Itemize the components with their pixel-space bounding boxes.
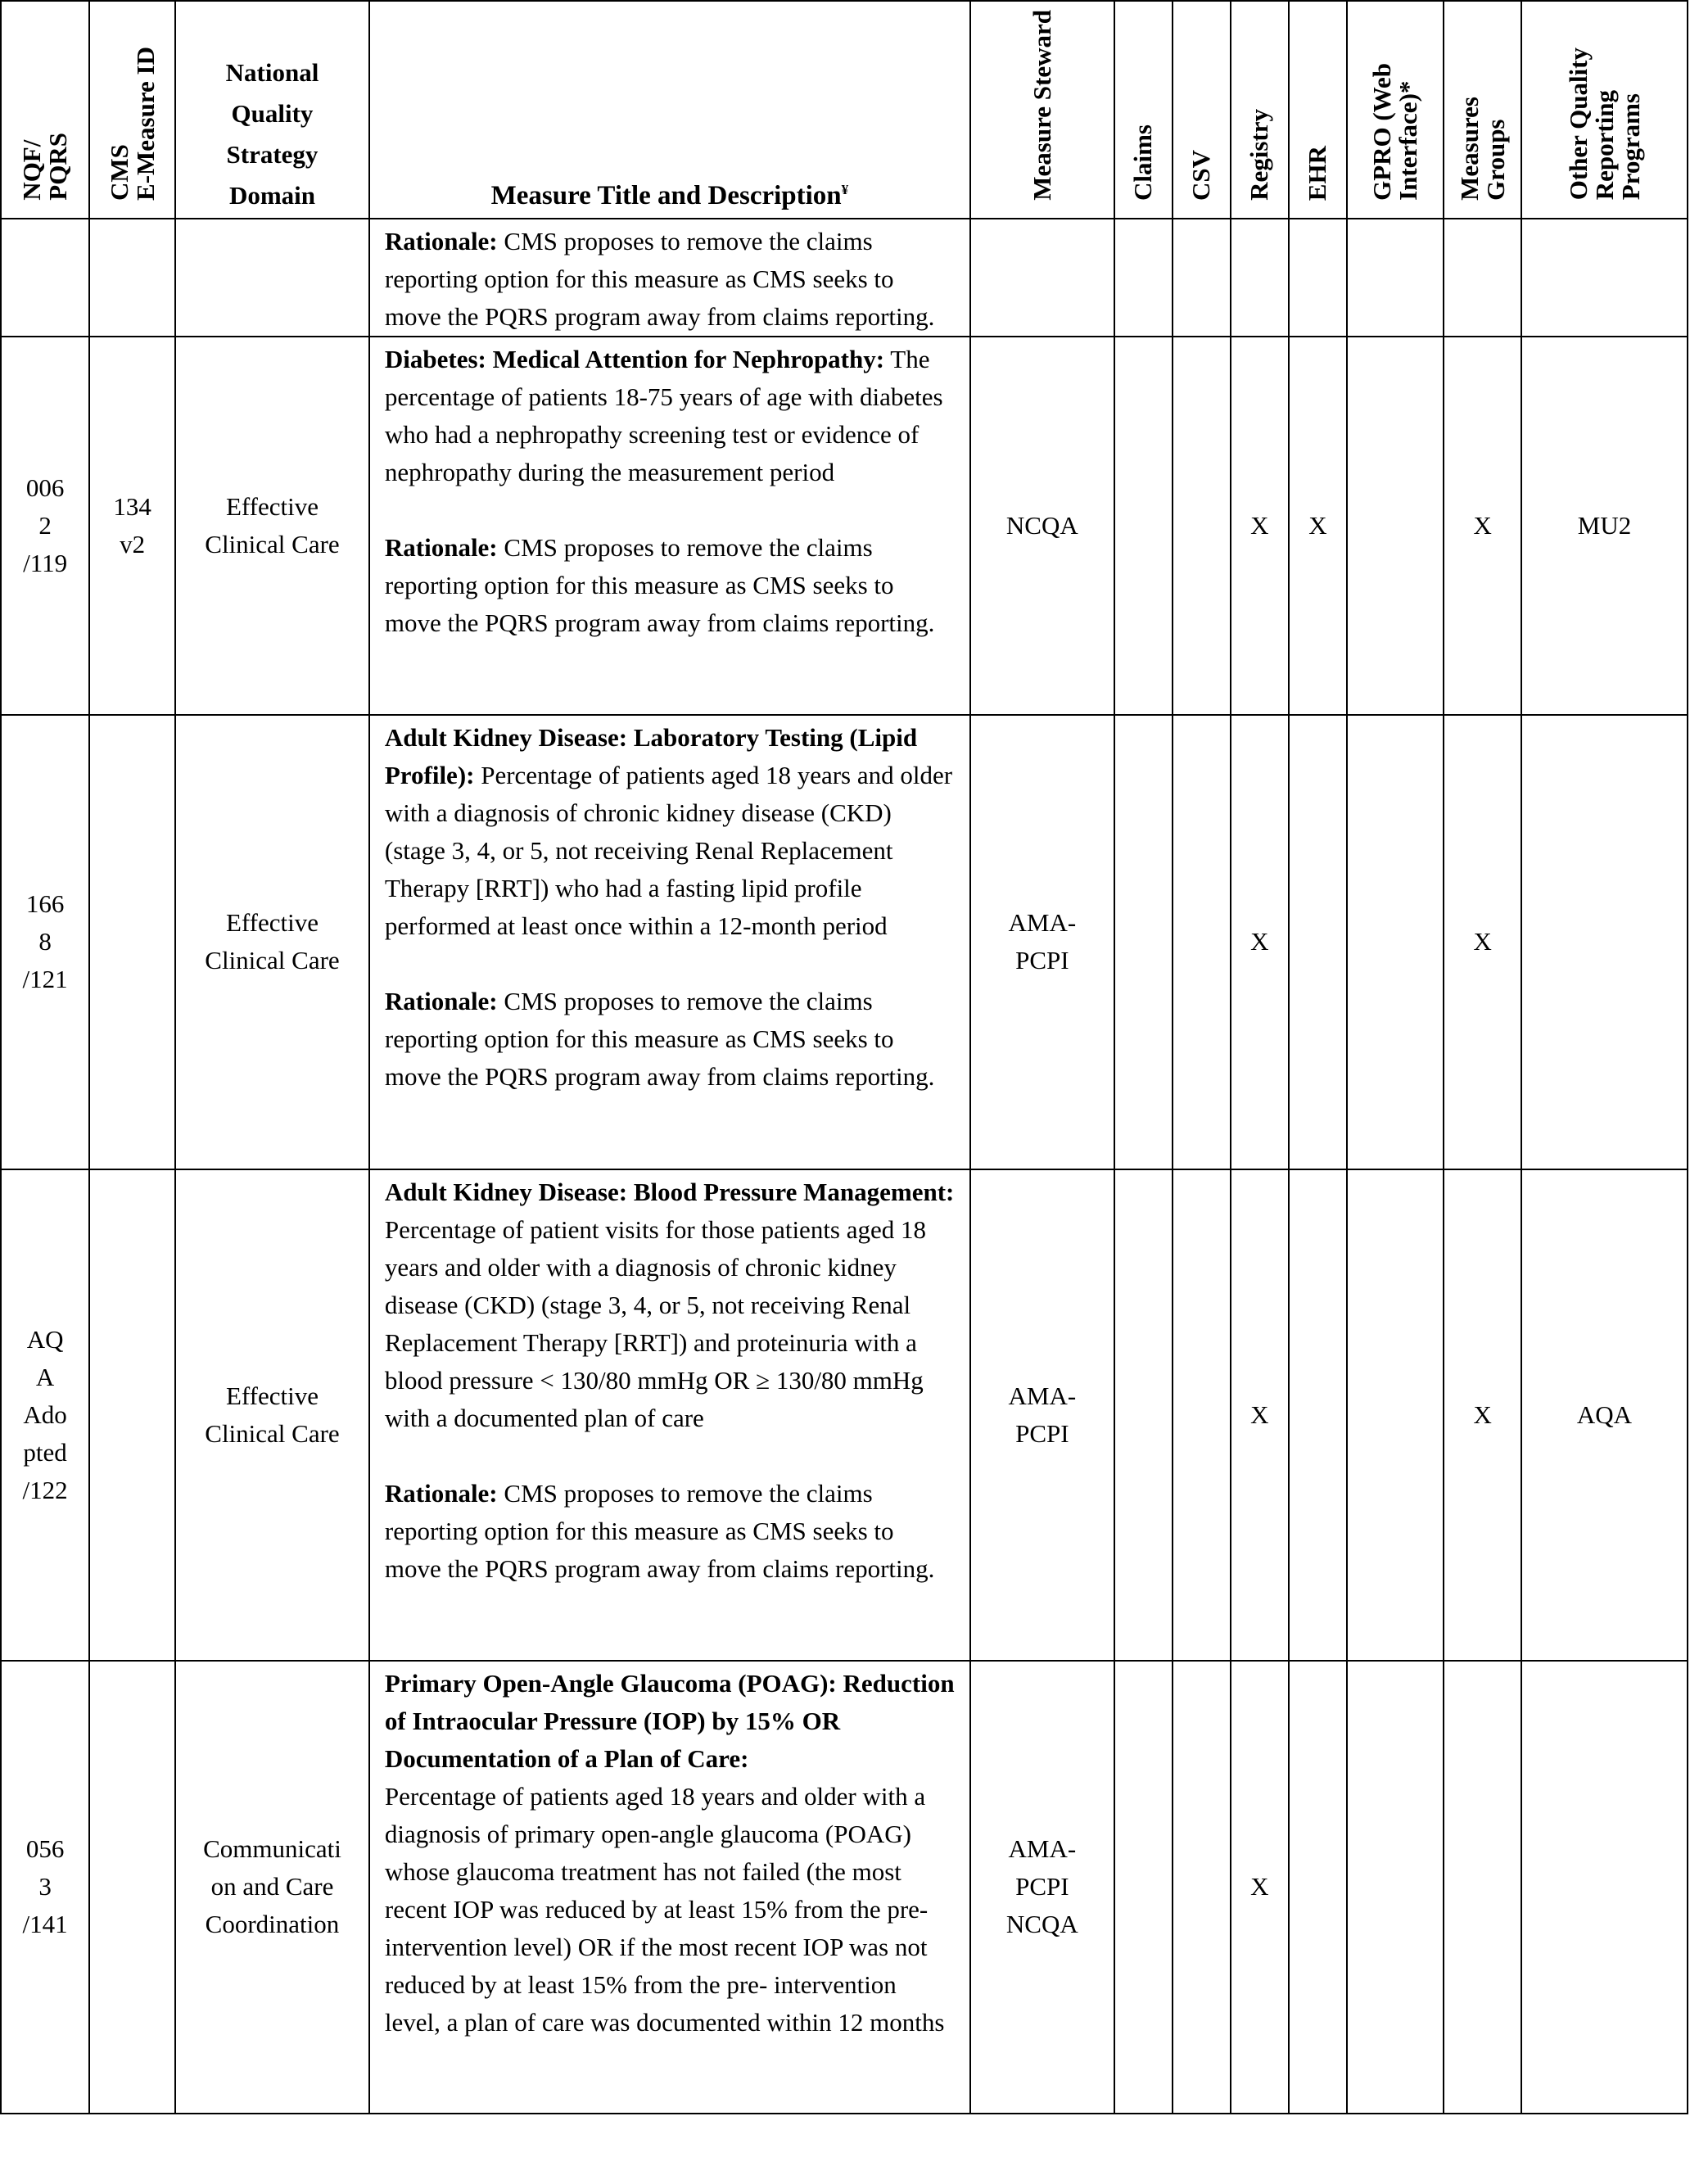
cell-steward: AMA- PCPI xyxy=(970,1169,1114,1661)
cell-csv xyxy=(1173,1169,1231,1661)
cell-groups: X xyxy=(1444,337,1521,715)
table-row xyxy=(1,219,1688,337)
table-row xyxy=(1,337,1688,715)
cell-registry: X xyxy=(1231,337,1289,715)
cell-ehr xyxy=(1289,1169,1347,1661)
cell-description xyxy=(369,337,970,715)
measure-text: Primary Open-Angle Glaucoma (POAG): Reduction of Intraocular Pressure (IOP) by 15% OR Documentation of a Plan of Care: Percentage of patients aged 18 years and older with a diagnosis of primary open-angle glaucoma (POAG) whose glaucoma treatment has not failed (the most recent IOP was reduced by at least 15% from the pre- intervention level) OR if the most recent IOP was not reduced by at least 15% from the pre- intervention level, a plan of care was documented within 12 months xyxy=(384,1668,955,2037)
cell-csv xyxy=(1173,219,1231,337)
header-gpro: GPRO (Web Interface)* xyxy=(1347,1,1444,219)
cell-domain: Communicati on and Care Coordination xyxy=(175,1661,369,2114)
cell-cms xyxy=(89,1661,175,2114)
cell-gpro xyxy=(1347,1661,1444,2114)
cell-claims xyxy=(1114,219,1173,337)
cell-registry xyxy=(1231,219,1289,337)
measure-text: Diabetes: Medical Attention for Nephropathy: The percentage of patients 18-75 years of age with diabetes who had a nephropathy screening test or evidence of nephropathy during the measurement period xyxy=(384,344,943,486)
rationale-text: Rationale: CMS proposes to remove the claims reporting option for this measure as CMS seeks to move the PQRS program away from claims reporting. xyxy=(384,226,935,331)
rationale-text: Rationale: CMS proposes to remove the claims reporting option for this measure as CMS seeks to move the PQRS program away from claims reporting. xyxy=(384,986,935,1091)
cell-groups: X xyxy=(1444,1169,1521,1661)
cell-gpro xyxy=(1347,715,1444,1169)
cell-nqf: 006 2 /119 xyxy=(1,337,89,715)
header-title: Measure Title and Description¥ xyxy=(369,1,970,219)
cell-cms xyxy=(89,715,175,1169)
cell-claims xyxy=(1114,337,1173,715)
cell-ehr xyxy=(1289,1661,1347,2114)
cell-nqf xyxy=(1,219,89,337)
cell-description xyxy=(369,1661,970,2114)
cell-cms xyxy=(89,219,175,337)
cell-domain xyxy=(175,219,369,337)
cell-other xyxy=(1521,219,1688,337)
cell-ehr xyxy=(1289,219,1347,337)
cell-description xyxy=(369,1169,970,1661)
cell-gpro xyxy=(1347,1169,1444,1661)
cell-description xyxy=(369,219,970,337)
cell-claims xyxy=(1114,1169,1173,1661)
header-csv: CSV xyxy=(1173,1,1231,219)
cell-csv xyxy=(1173,337,1231,715)
cell-steward: AMA- PCPI NCQA xyxy=(970,1661,1114,2114)
cell-other: AQA xyxy=(1521,1169,1688,1661)
header-claims: Claims xyxy=(1114,1,1173,219)
cell-nqf: 056 3 /141 xyxy=(1,1661,89,2114)
measure-text: Adult Kidney Disease: Blood Pressure Management: Percentage of patient visits for those patients aged 18 years and older with a diagnosis of chronic kidney disease (CKD) (stage 3, 4, or 5, not receiving Renal Replacement Therapy [RRT]) and proteinuria with a blood pressure < 130/80 mmHg OR ≥ 130/80 mmHg with a documented plan of care xyxy=(384,1177,955,1432)
cell-claims xyxy=(1114,715,1173,1169)
cell-steward: NCQA xyxy=(970,337,1114,715)
header-ehr: EHR xyxy=(1289,1,1347,219)
cell-csv xyxy=(1173,1661,1231,2114)
header-row xyxy=(1,1,1688,219)
cell-groups xyxy=(1444,219,1521,337)
cell-groups: X xyxy=(1444,715,1521,1169)
cell-gpro xyxy=(1347,219,1444,337)
cell-registry: X xyxy=(1231,1661,1289,2114)
cell-other xyxy=(1521,715,1688,1169)
cell-other xyxy=(1521,1661,1688,2114)
cell-domain: Effective Clinical Care xyxy=(175,715,369,1169)
cell-cms xyxy=(89,1169,175,1661)
cell-domain: Effective Clinical Care xyxy=(175,337,369,715)
cell-cms: 134 v2 xyxy=(89,337,175,715)
cell-description xyxy=(369,715,970,1169)
cell-ehr xyxy=(1289,715,1347,1169)
cell-registry: X xyxy=(1231,715,1289,1169)
cell-gpro xyxy=(1347,337,1444,715)
table-row xyxy=(1,715,1688,1169)
header-registry: Registry xyxy=(1231,1,1289,219)
header-steward: Measure Steward xyxy=(970,1,1114,219)
cell-nqf: 166 8 /121 xyxy=(1,715,89,1169)
cell-claims xyxy=(1114,1661,1173,2114)
cell-other: MU2 xyxy=(1521,337,1688,715)
cell-steward: AMA- PCPI xyxy=(970,715,1114,1169)
cell-csv xyxy=(1173,715,1231,1169)
header-groups: Measures Groups xyxy=(1444,1,1521,219)
header-other: Other Quality Reporting Programs xyxy=(1521,1,1688,219)
cell-groups xyxy=(1444,1661,1521,2114)
header-nqf: NQF/ PQRS xyxy=(1,1,89,219)
cell-registry: X xyxy=(1231,1169,1289,1661)
cell-steward xyxy=(970,219,1114,337)
table-row xyxy=(1,1661,1688,2114)
header-domain: National Quality Strategy Domain xyxy=(175,1,369,219)
rationale-text: Rationale: CMS proposes to remove the claims reporting option for this measure as CMS seeks to move the PQRS program away from claims reporting. xyxy=(384,1478,935,1583)
table-row xyxy=(1,1169,1688,1661)
measure-text: Adult Kidney Disease: Laboratory Testing (Lipid Profile): Percentage of patients aged 18 years and older with a diagnosis of chronic kidney disease (CKD) (stage 3, 4, or 5, not receiving Renal Replacement Therapy [RRT]) who had a fasting lipid profile performed at least once within a 12-month period xyxy=(384,722,953,940)
cell-nqf: AQ A Ado pted /122 xyxy=(1,1169,89,1661)
cell-domain: Effective Clinical Care xyxy=(175,1169,369,1661)
rationale-text: Rationale: CMS proposes to remove the claims reporting option for this measure as CMS seeks to move the PQRS program away from claims reporting. xyxy=(384,532,935,637)
header-cms: CMS E-Measure ID xyxy=(89,1,175,219)
cell-ehr: X xyxy=(1289,337,1347,715)
